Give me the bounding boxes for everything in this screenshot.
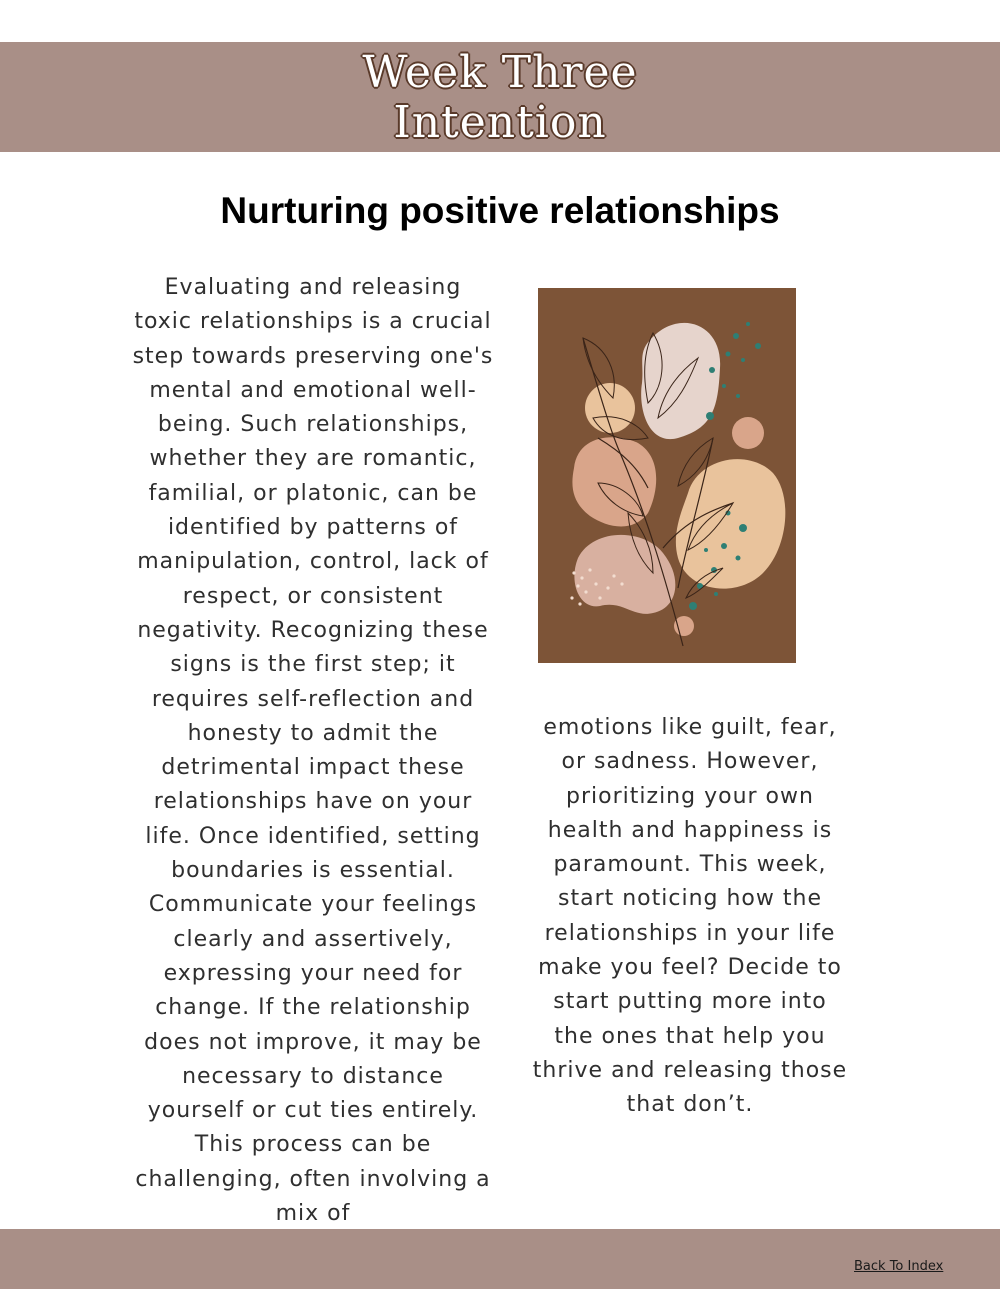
footer-band — [0, 1229, 1000, 1289]
blob-bottom-dot — [674, 616, 694, 636]
body-text-right-column: emotions like guilt, fear, or sadness. However, prioritizing your own health and happiness is paramount. This week, start noticing how the relationships in your life make you feel? Decide to start putting more into the ones that help you thrive and releasing those that don’t. — [532, 715, 848, 1118]
body-text-left-column: Evaluating and releasing toxic relationships is a crucial step towards preserving one's mental and emotional well-being. Such relationships, whether they are romantic, familial, or platonic, can be identified by patterns of manipulation, control, lack of respect, or consistent negativity. Recognizing these signs is the first step; it requires self-reflection and honesty to admit the detrimental impact these relationships have on your life. Once identified, setting boundaries is essential. Communicate your feelings clearly and assertively, expressing your need for change. If the relationship does not improve, it may be necessary to distance yourself or cut ties entirely. This process can be challenging, often involving a mix of — [132, 275, 494, 1227]
header-title-line1: Week Three — [362, 47, 638, 98]
botanical-artwork — [538, 288, 796, 663]
blob-small-right — [732, 417, 764, 449]
page-title: Nurturing positive relationships — [220, 190, 780, 231]
back-to-index-link[interactable]: Back To Index — [854, 1259, 944, 1274]
header-title — [0, 48, 1000, 148]
header-title-line2: Intention — [393, 97, 607, 148]
